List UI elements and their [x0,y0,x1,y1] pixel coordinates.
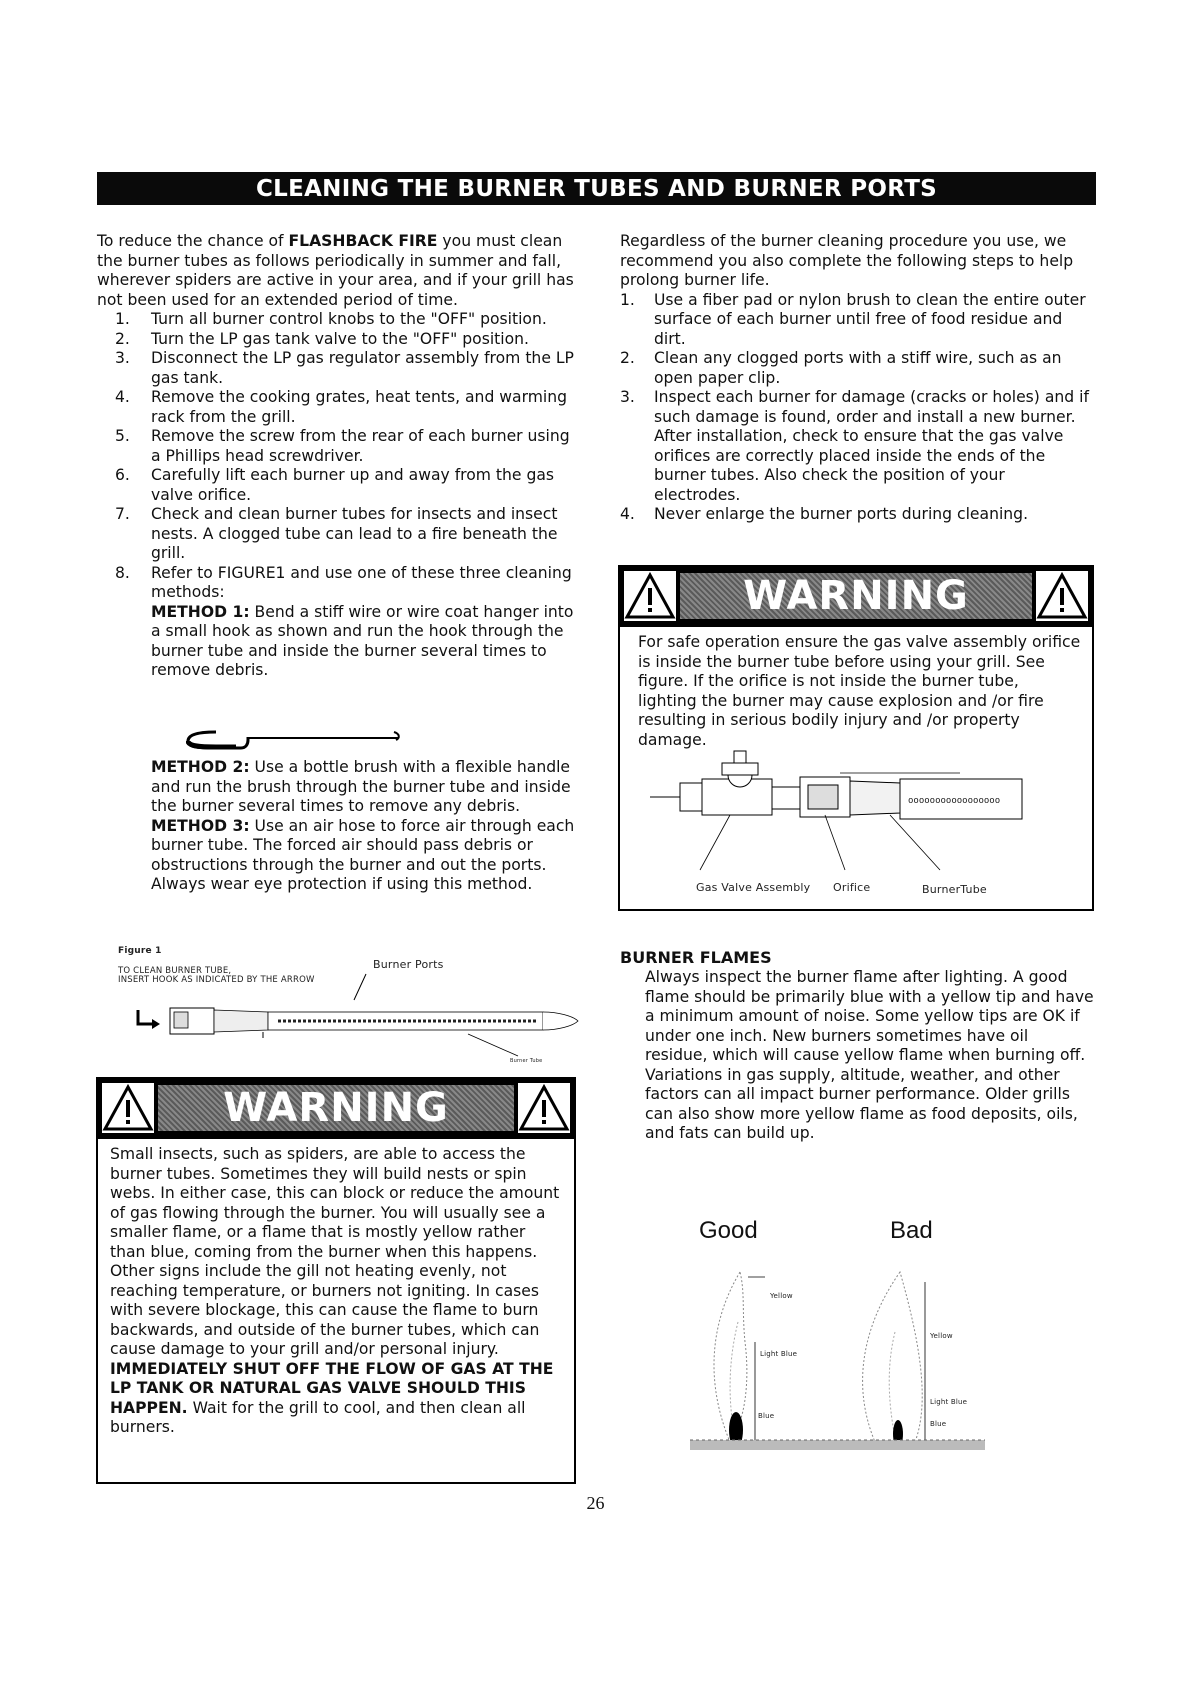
list-item: 6. Carefully lift each burner up and away from the gas valve orifice. [115,466,555,504]
list-item: 8. Refer to FIGURE1 and use one of these three cleaning methods: METHOD 1: Bend a stiff wire or wire coat hanger into a small hook as shown and run the hook through the burner tube and inside the burner several times to remove debris. [97,564,581,681]
right-intro-paragraph: Regardless of the burner cleaning procedure you use, we recommend you also complete the following steps to help prolong burner life. [620,232,1074,289]
method-2: METHOD 2: Use a bottle brush with a flexible handle and run the brush through the burner tube and inside the burner several times to remove any debris. [151,758,571,815]
method-1: METHOD 1: Bend a stiff wire or wire coat hanger into a small hook as shown and run the hook through the burner tube and inside the burner several times to remove debris. [151,602,574,679]
section-title: CLEANING THE BURNER TUBES AND BURNER PORTS [97,172,1096,205]
list-item: 4. Remove the cooking grates, heat tents, and warming rack from the grill. [115,388,568,426]
burner-tube-label: Burner Tube [510,1058,543,1064]
orifice-label: Orifice [833,881,871,894]
gas-valve-assembly-label: Gas Valve Assembly [696,881,811,894]
list-item: 1. Turn all burner control knobs to the "OFF" position. [115,310,547,328]
bad-flame-label: Bad [890,1217,933,1244]
warning-box-insects [96,1077,576,1484]
intro-paragraph: To reduce the chance of FLASHBACK FIRE you must clean the burner tubes as follows periodically in summer and fall, wherever spiders are active in your area, and if your grill has not been used for an extended period of time. [97,232,574,309]
warning-body: For safe operation ensure the gas valve assembly orifice is inside the burner tube before using your grill. See figure. If the orifice is not inside the burner tube, lighting the burner may cause explosion and /or fire resulting in serious bodily injury and /or property damage. [638,633,1081,749]
burner-flames-text: Always inspect the burner flame after lighting. A good flame should be primarily blue with a yellow tip and have a minimum amount of noise. Some yellow tips are OK if under one inch. New burners sometimes have oil residue, which will cause yellow flame when burning off. Variations in gas supply, altitude, weather, and other factors can all impact burner performance. Older grills can also show more yellow flame as food deposits, oils, and fats can build up. [645,968,1094,1142]
list-item: 1. Use a fiber pad or nylon brush to clean the entire outer surface of each burner until free of food residue and dirt. [620,290,1086,348]
burner-ports-label: Burner Ports [373,958,444,971]
warning-triangle-icon [518,1083,570,1133]
burner-tube-drawing [118,946,588,1084]
flame-comparison-figure [690,1262,985,1452]
warning-word: WARNING [743,573,969,619]
good-light-blue-label: Light Blue [760,1350,798,1358]
list-item: 2. Turn the LP gas tank valve to the "OFF" position. [115,329,529,348]
warning-header [98,1079,574,1139]
good-yellow-label: Yellow [770,1292,793,1300]
warning-body: Small insects, such as spiders, are able to access the burner tubes. Sometimes they will build nests or spin webs. In either case, this can block or reduce the amount of gas flowing through the burner. You will usually see a smaller flame, or a flame that is mostly yellow rather than blue, coming from the burner when this happens. Other signs include the gill not heating evenly, not reaching temperature, or burners not igniting. In cases with severe blockage, this can cause the flame to burn backwards, and outside of the burner tubes, which can cause damage to your grill and/or personal injury. IMMEDIATELY SHUT OFF THE FLOW OF GAS AT THE LP TANK OR NATURAL GAS VALVE SHOULD THIS HAPPEN. Wait for the grill to cool, and then clean all burners. [110,1145,560,1436]
left-column [97,232,581,681]
flashback-fire-text: FLASHBACK FIRE [288,232,438,250]
good-blue-label: Blue [758,1412,775,1420]
bad-light-blue-label: Light Blue [930,1398,968,1406]
list-item: 3. Disconnect the LP gas regulator assembly from the LP gas tank. [115,349,574,387]
bad-yellow-label: Yellow [930,1332,953,1340]
list-item: 7. Check and clean burner tubes for insects and insect nests. A clogged tube can lead to a fire beneath the grill. [115,505,558,562]
prolong-life-steps-list [620,291,1095,525]
wire-hook-icon [186,726,402,752]
gas-valve-figure [640,735,1070,900]
bad-blue-label: Blue [930,1420,947,1428]
list-item: 2. Clean any clogged ports with a stiff wire, such as an open paper clip. [620,349,1062,387]
good-flame-label: Good [699,1217,758,1244]
burner-tube-label: BurnerTube [922,883,987,896]
methods-2-3 [151,758,581,895]
list-item: 4. Never enlarge the burner ports during cleaning. [620,505,1029,523]
list-item: 5. Remove the screw from the rear of each burner using a Phillips head screwdriver. [115,427,570,465]
figure-1-caption-2: INSERT HOOK AS INDICATED BY THE ARROW [118,975,315,985]
warning-triangle-icon [1036,571,1088,621]
cleaning-steps-list [97,310,581,681]
gas-valve-drawing [640,735,1070,875]
figure-1-caption: TO CLEAN BURNER TUBE, [118,966,232,976]
warning-word: WARNING [223,1085,449,1131]
shut-off-gas-text: IMMEDIATELY SHUT OFF THE FLOW OF GAS AT THE LP TANK OR NATURAL GAS VALVE SHOULD THIS HAPPEN. [110,1359,554,1417]
right-column [620,232,1095,525]
figure-1-label: Figure 1 [118,946,162,956]
warning-header [620,567,1092,627]
list-item: 3. Inspect each burner for damage (cracks or holes) and if such damage is found, order and install a new burner. After installation, check to ensure that the gas valve orifices are correctly placed inside the ends of the burner tubes. Also check the position of your electrodes. [620,388,1089,504]
burner-flames-heading: BURNER FLAMES [620,948,772,967]
svg-text:ooooooooooooooooo: ooooooooooooooooo [908,796,1001,806]
page-number: 26 [586,1493,605,1513]
method-3: METHOD 3: Use an air hose to force air through each burner tube. The forced air should pass debris or obstructions through the burner and out the ports. Always wear eye protection if using this method. [151,816,575,893]
figure-1 [118,946,588,1084]
